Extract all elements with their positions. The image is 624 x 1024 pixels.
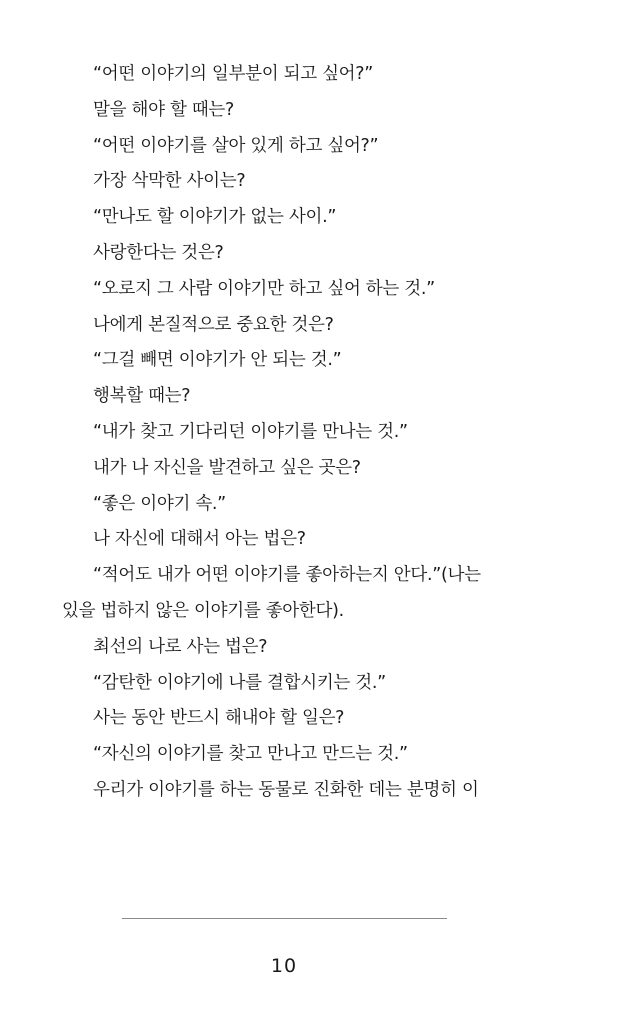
text-line: 있을 법하지 않은 이야기를 좋아한다).: [62, 600, 344, 621]
text-line: “적어도 내가 어떤 이야기를 좋아하는지 안다.”(나는: [93, 565, 481, 586]
text-line: “좋은 이야기 속.”: [93, 493, 226, 514]
page-number: 10: [270, 955, 298, 977]
text-line: 행복할 때는?: [93, 386, 191, 407]
text-line: 나에게 본질적으로 중요한 것은?: [93, 314, 334, 335]
text-line: 내가 나 자신을 발견하고 싶은 곳은?: [93, 457, 361, 478]
text-line: “만나도 할 이야기가 없는 사이.”: [93, 207, 337, 228]
text-line: “감탄한 이야기에 나를 결합시키는 것.”: [93, 672, 386, 693]
text-line: “어떤 이야기의 일부분이 되고 싶어?”: [93, 64, 374, 84]
text-line: “그걸 빼면 이야기가 안 되는 것.”: [93, 350, 342, 371]
text-line: “어떤 이야기를 살아 있게 하고 싶어?”: [93, 135, 379, 156]
text-line: 우리가 이야기를 하는 동물로 진화한 데는 분명히 이: [93, 779, 479, 800]
text-line: “자신의 이야기를 찾고 만나고 만드는 것.”: [93, 744, 408, 765]
text-line: 사는 동안 반드시 해내야 할 일은?: [93, 708, 345, 729]
footer-divider: [122, 918, 447, 919]
body-text: [62, 57, 507, 809]
text-line: 나 자신에 대해서 아는 법은?: [93, 529, 306, 550]
text-line: 최선의 나로 사는 법은?: [93, 636, 268, 657]
text-line: 말을 해야 할 때는?: [93, 99, 235, 120]
text-line: 사랑한다는 것은?: [93, 242, 224, 263]
text-line: 가장 삭막한 사이는?: [93, 171, 246, 192]
text-line: “내가 찾고 기다리던 이야기를 만나는 것.”: [93, 421, 408, 442]
text-line: “오로지 그 사람 이야기만 하고 싶어 하는 것.”: [93, 278, 435, 299]
